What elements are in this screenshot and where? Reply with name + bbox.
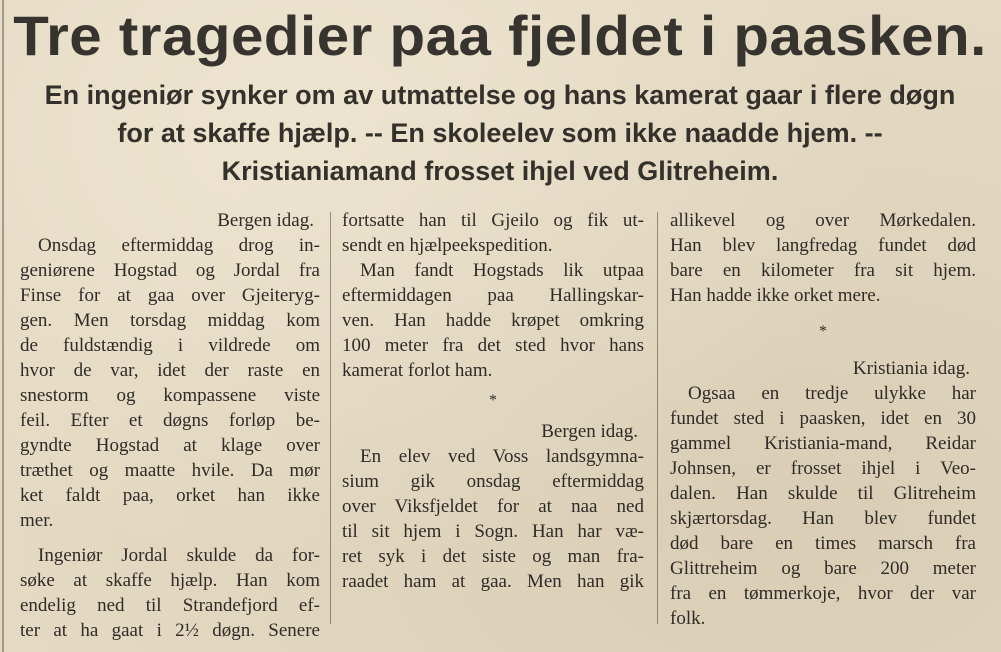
body-line: snestorm og kompassene viste [20, 385, 320, 406]
section-separator-star: * [489, 392, 497, 409]
body-line: En elev ved Voss landsgymna- [360, 446, 644, 467]
body-line: over Viksfjeldet for at naa ned [342, 496, 644, 517]
body-line: Finse for at gaa over Gjeiteryg- [20, 285, 320, 306]
body-line: eftermiddagen paa Hallingskar- [342, 285, 644, 306]
body-line: folk. [670, 608, 706, 629]
column-divider [657, 212, 658, 624]
body-line: feil. Efter et døgns forløp be- [20, 410, 320, 431]
body-line: sendt en hjælpeekspedition. [342, 235, 553, 256]
subheadline-line: En ingeniør synker om av utmattelse og hans kamerat gaar i flere døgn [44, 80, 956, 110]
body-line: sium gik onsdag eftermiddag [342, 471, 644, 492]
body-line: mer. [20, 510, 54, 531]
body-line: fortsatte han til Gjeilo og fik ut- [342, 210, 644, 231]
body-line: geniørene Hogstad og Jordal fra [20, 260, 320, 281]
section-separator-star: * [819, 323, 827, 340]
body-line: Onsdag eftermiddag drog in- [38, 235, 320, 256]
dateline: Bergen idag. [217, 210, 314, 231]
body-line: til sit hjem i Sogn. Han har væ- [342, 521, 644, 542]
body-line: endelig ned til Strandefjord ef- [20, 595, 320, 616]
body-line: Man fandt Hogstads lik utpaa [360, 260, 644, 281]
article-column-2 [342, 208, 644, 594]
column-divider [330, 212, 331, 624]
body-line: ter at ha gaat i 2½ døgn. Senere [20, 620, 320, 641]
headline: Tre tragedier paa fjeldet i paasken. [13, 4, 987, 67]
body-line: 100 meter fra det sted hvor hans [342, 335, 644, 356]
body-line: gen. Men torsdag middag kom [20, 310, 320, 331]
body-line: Han hadde ikke orket mere. [670, 285, 881, 306]
body-line: søke at skaffe hjælp. Han kom [20, 570, 320, 591]
subheadline-line: for at skaffe hjælp. -- En skoleelev som ikke naadde hjem. -- [117, 118, 883, 148]
body-line: Ogsaa en tredje ulykke har [688, 383, 976, 404]
body-line: kamerat forlot ham. [342, 360, 493, 381]
body-line: gammel Kristiania-mand, Reidar [670, 433, 976, 454]
column-rule-left [2, 0, 4, 652]
subheadline-line: Kristianiamand frosset ihjel ved Glitreheim. [221, 156, 779, 186]
body-line: de fuldstændig i vildrede om [20, 335, 320, 356]
body-line: bare en kilometer fra sit hjem. [670, 260, 976, 281]
body-line: Johnsen, er frosset ihjel i Veo- [670, 458, 976, 479]
body-line: træthet og maatte hvile. Da mør [20, 460, 320, 481]
body-line: Glittreheim og bare 200 meter [670, 558, 976, 579]
body-line: død bare en times marsch fra [670, 533, 976, 554]
body-line: ven. Han hadde krøpet omkring [342, 310, 644, 331]
dateline: Bergen idag. [541, 421, 638, 442]
body-line: dalen. Han skulde til Glitreheim [670, 483, 976, 504]
body-line: fundet sted i paasken, idet en 30 [670, 408, 976, 429]
subheadline [10, 76, 990, 190]
body-line: Ingeniør Jordal skulde da for- [38, 545, 320, 566]
body-line: gyndte Hogstad at klage over [20, 435, 320, 456]
body-line: raadet ham at gaa. Men han gik [342, 571, 644, 592]
body-line: hvor de var, idet der raste en [20, 360, 320, 381]
body-line: allikevel og over Mørkedalen. [670, 210, 976, 231]
body-line: skjærtorsdag. Han blev fundet [670, 508, 976, 529]
body-line: fra en tømmerkoje, hvor der var [670, 583, 976, 604]
body-line: ret syk i det siste og man fra- [342, 546, 644, 567]
body-line: ket faldt paa, orket han ikke [20, 485, 320, 506]
body-line: Han blev langfredag fundet død [670, 235, 976, 256]
dateline: Kristiania idag. [852, 358, 970, 379]
article-column-3 [670, 208, 976, 631]
article-column-1 [20, 208, 320, 643]
